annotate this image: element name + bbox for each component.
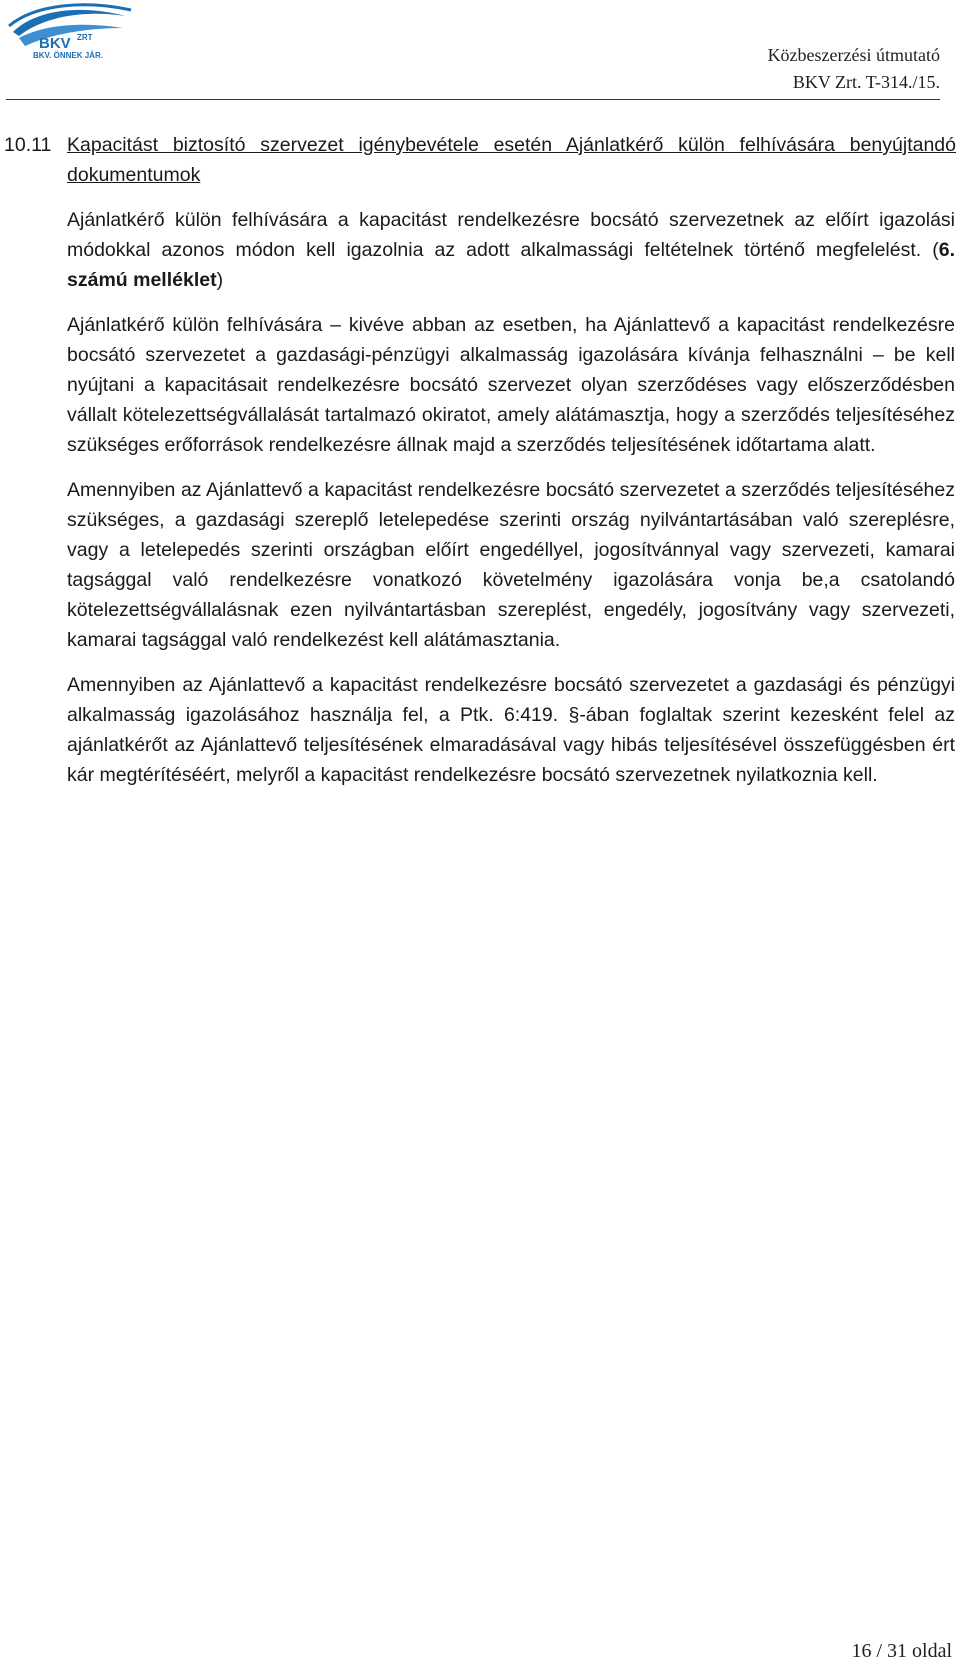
- paragraph-1: Ajánlatkérő külön felhívására a kapacitást rendelkezésre bocsátó szervezetnek az előírt igazolási módokkal azonos módon kell igazolnia az adott alkalmassági feltételnek történő megfelelést. (6. számú melléklet): [67, 209, 955, 291]
- section-title: Kapacitást biztosító szervezet igénybevétele esetén Ajánlatkérő külön felhívására benyújtandó dokumentumok: [67, 134, 956, 186]
- page-number: 16 / 31 oldal: [851, 1640, 952, 1662]
- document-title: Közbeszerzési útmutató: [767, 45, 940, 65]
- paragraph-4: Amennyiben az Ajánlattevő a kapacitást rendelkezésre bocsátó szervezetet a gazdasági és pénzügyi alkalmasság igazolásához használja fel, a Ptk. 6:419. §-ában foglaltak szerint kezesként felel az ajánlatkérőt az Ajánlattevő teljesítésének elmaradásával vagy hibás teljesítésével összefüggésben ért kár megtérítéséért, melyről a kapacitást rendelkezésre bocsátó szervezetnek nyilatkoznia kell.: [67, 674, 955, 786]
- paragraph-2: Ajánlatkérő külön felhívására – kivéve abban az esetben, ha Ajánlattevő a kapacitást rendelkezésre bocsátó szervezetet a gazdasági-pénzügyi alkalmasság igazolására kívánja felhasználni – be kell nyújtani a kapacitásait rendelkezésre bocsátó szervezet olyan szerződéses vagy előszerződésben vállalt kötelezettségvállalását tartalmazó okiratot, amely alátámasztja, hogy a szerződés teljesítéséhez szükséges erőforrások rendelkezésre állnak majd a szerződés teljesítésének időtartama alatt.: [67, 314, 955, 456]
- annex-reference: 6. számú melléklet: [67, 239, 955, 291]
- page-header: [0, 0, 960, 100]
- bkv-logo: [5, 2, 135, 64]
- paragraph-3: Amennyiben az Ajánlattevő a kapacitást rendelkezésre bocsátó szervezetet a szerződés teljesítéséhez szükséges, a gazdasági szereplő letelepedése szerinti ország nyilvántartásában való szereplésre, vagy a letelepedés szerinti országban előírt engedéllyel, jogosítvánnyal vagy szervezeti, kamarai tagsággal való rendelkezésre vonatkozó követelmény igazolására vonja be,a csatolandó kötelezettségvállalásnak ezen nyilvántartásban szereplést, engedély, jogosítvány vagy szervezeti, kamarai tagsággal való rendelkezést kell alátámasztania.: [67, 479, 955, 651]
- svg-text:BKV. ÖNNEK JÁR.: BKV. ÖNNEK JÁR.: [33, 51, 103, 60]
- svg-text:BKV: BKV: [39, 35, 71, 52]
- header-divider: [6, 99, 940, 100]
- section-body: [67, 205, 955, 805]
- bkv-logo-mark: [5, 2, 135, 64]
- document-code: BKV Zrt. T-314./15.: [792, 72, 940, 92]
- section-number: 10.11: [4, 134, 52, 156]
- svg-text:ZRT: ZRT: [77, 33, 93, 42]
- document-reference: [768, 42, 940, 96]
